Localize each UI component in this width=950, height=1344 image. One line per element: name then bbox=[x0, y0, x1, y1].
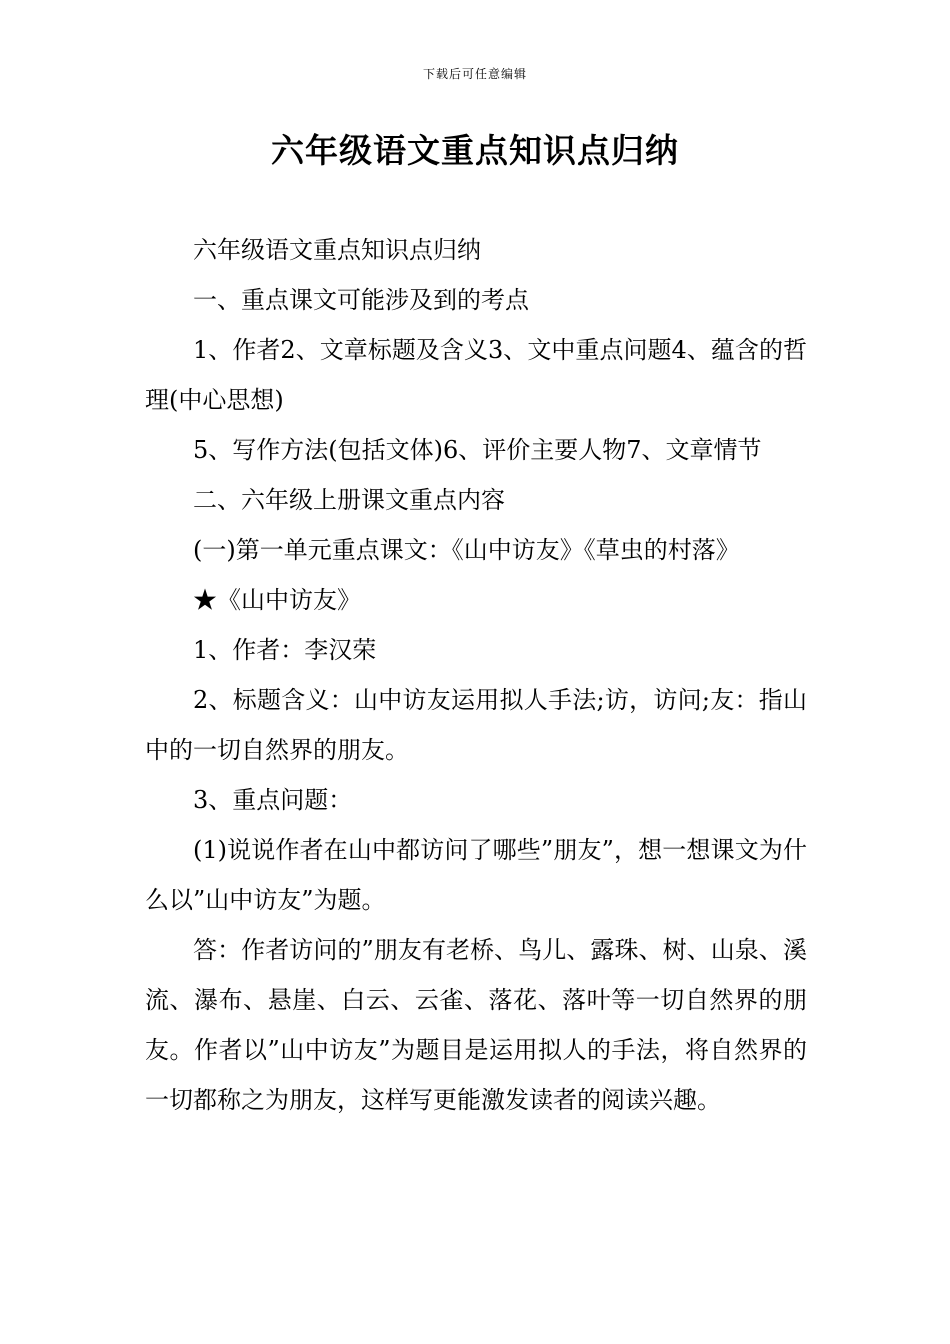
header-note: 下载后可任意编辑 bbox=[422, 67, 527, 81]
document-title: 六年级语文重点知识点归纳 bbox=[271, 131, 679, 170]
paragraph: 1、作者2、文章标题及含义3、文中重点问题4、蕴含的哲理(中心思想) bbox=[145, 336, 807, 414]
paragraph: 答：作者访问的”朋友有老桥、鸟儿、露珠、树、山泉、溪流、瀑布、悬崖、白云、云雀、落花、落叶等一切自然界的朋友。作者以”山中访友”为题目是运用拟人的手法，将自然界的一切都称之为朋友，这样写更能激发读者的阅读兴趣。 bbox=[145, 936, 807, 1114]
paragraph: 5、写作方法(包括文体)6、评价主要人物7、文章情节 bbox=[193, 436, 762, 464]
paragraph: 二、六年级上册课文重点内容 bbox=[193, 486, 505, 514]
paragraph: 一、重点课文可能涉及到的考点 bbox=[193, 286, 529, 314]
paragraph: 1、作者：李汉荣 bbox=[193, 636, 377, 664]
paragraph: ★《山中访友》 bbox=[193, 586, 361, 614]
paragraph: 六年级语文重点知识点归纳 bbox=[193, 236, 481, 264]
paragraph: 2、标题含义：山中访友运用拟人手法;访，访问;友：指山中的一切自然界的朋友。 bbox=[145, 686, 807, 764]
paragraph: (1)说说作者在山中都访问了哪些”朋友”，想一想课文为什么以”山中访友”为题。 bbox=[145, 836, 807, 914]
paragraph: 3、重点问题： bbox=[193, 786, 353, 814]
paragraph: (一)第一单元重点课文：《山中访友》《草虫的村落》 bbox=[193, 536, 740, 564]
document-body bbox=[145, 225, 807, 1125]
